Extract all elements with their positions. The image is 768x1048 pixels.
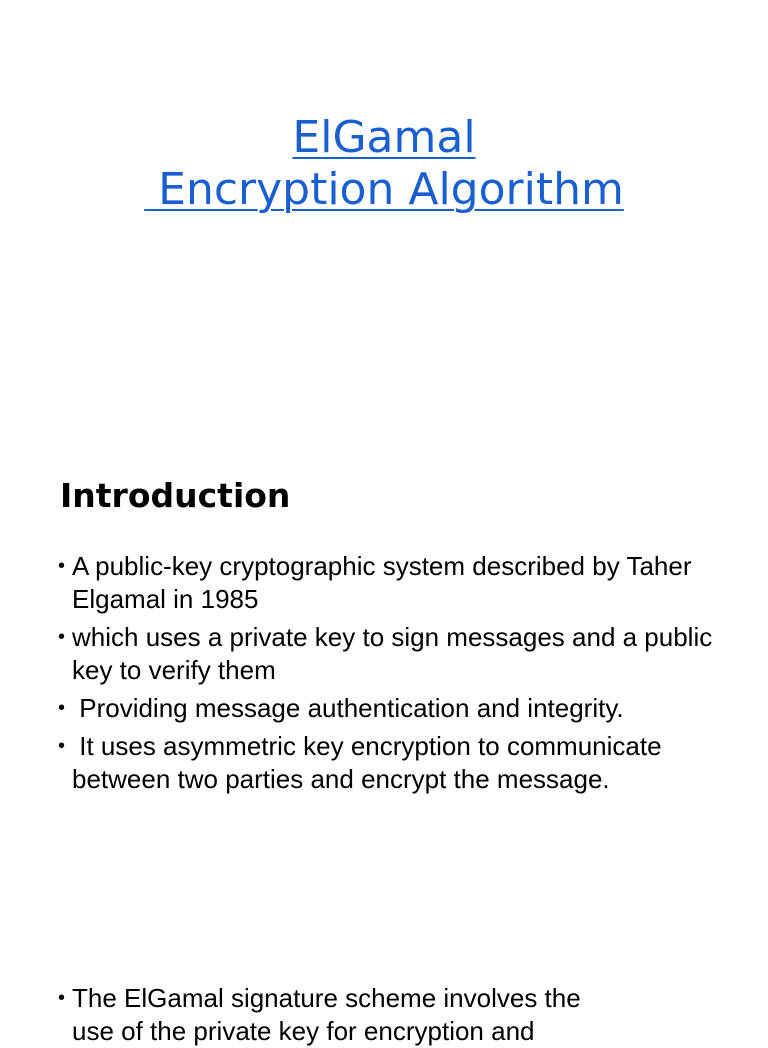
list-item: [58, 550, 738, 616]
bullet-text: A public-key cryptographic system described by Taher Elgamal in 1985: [72, 551, 699, 614]
slide-title[interactable]: [0, 112, 768, 216]
bullet-text: The ElGamal signature scheme involves the: [72, 983, 581, 1013]
bullet-list: [58, 550, 738, 801]
title-line-1[interactable]: ElGamal: [292, 112, 476, 163]
section-heading: Introduction: [60, 476, 291, 515]
next-section-item: [58, 982, 632, 1048]
title-line-2[interactable]: Encryption Algorithm: [144, 164, 624, 215]
list-item: [58, 730, 738, 796]
list-item: [58, 621, 738, 687]
bullet-dot: •: [58, 697, 66, 719]
bullet-text-continuation: use of the private key for encryption and: [72, 1016, 535, 1046]
bullet-dot: •: [58, 626, 66, 648]
bullet-text: Providing message authentication and integrity.: [72, 693, 624, 723]
bullet-text: which uses a private key to sign messages and a public key to verify them: [72, 622, 720, 685]
bullet-dot: •: [58, 987, 66, 1009]
bullet-dot: •: [58, 735, 66, 757]
bullet-text: It uses asymmetric key encryption to communicate between two parties and encrypt the message.: [72, 731, 669, 794]
list-item: [58, 692, 738, 725]
bullet-dot: •: [58, 555, 66, 577]
